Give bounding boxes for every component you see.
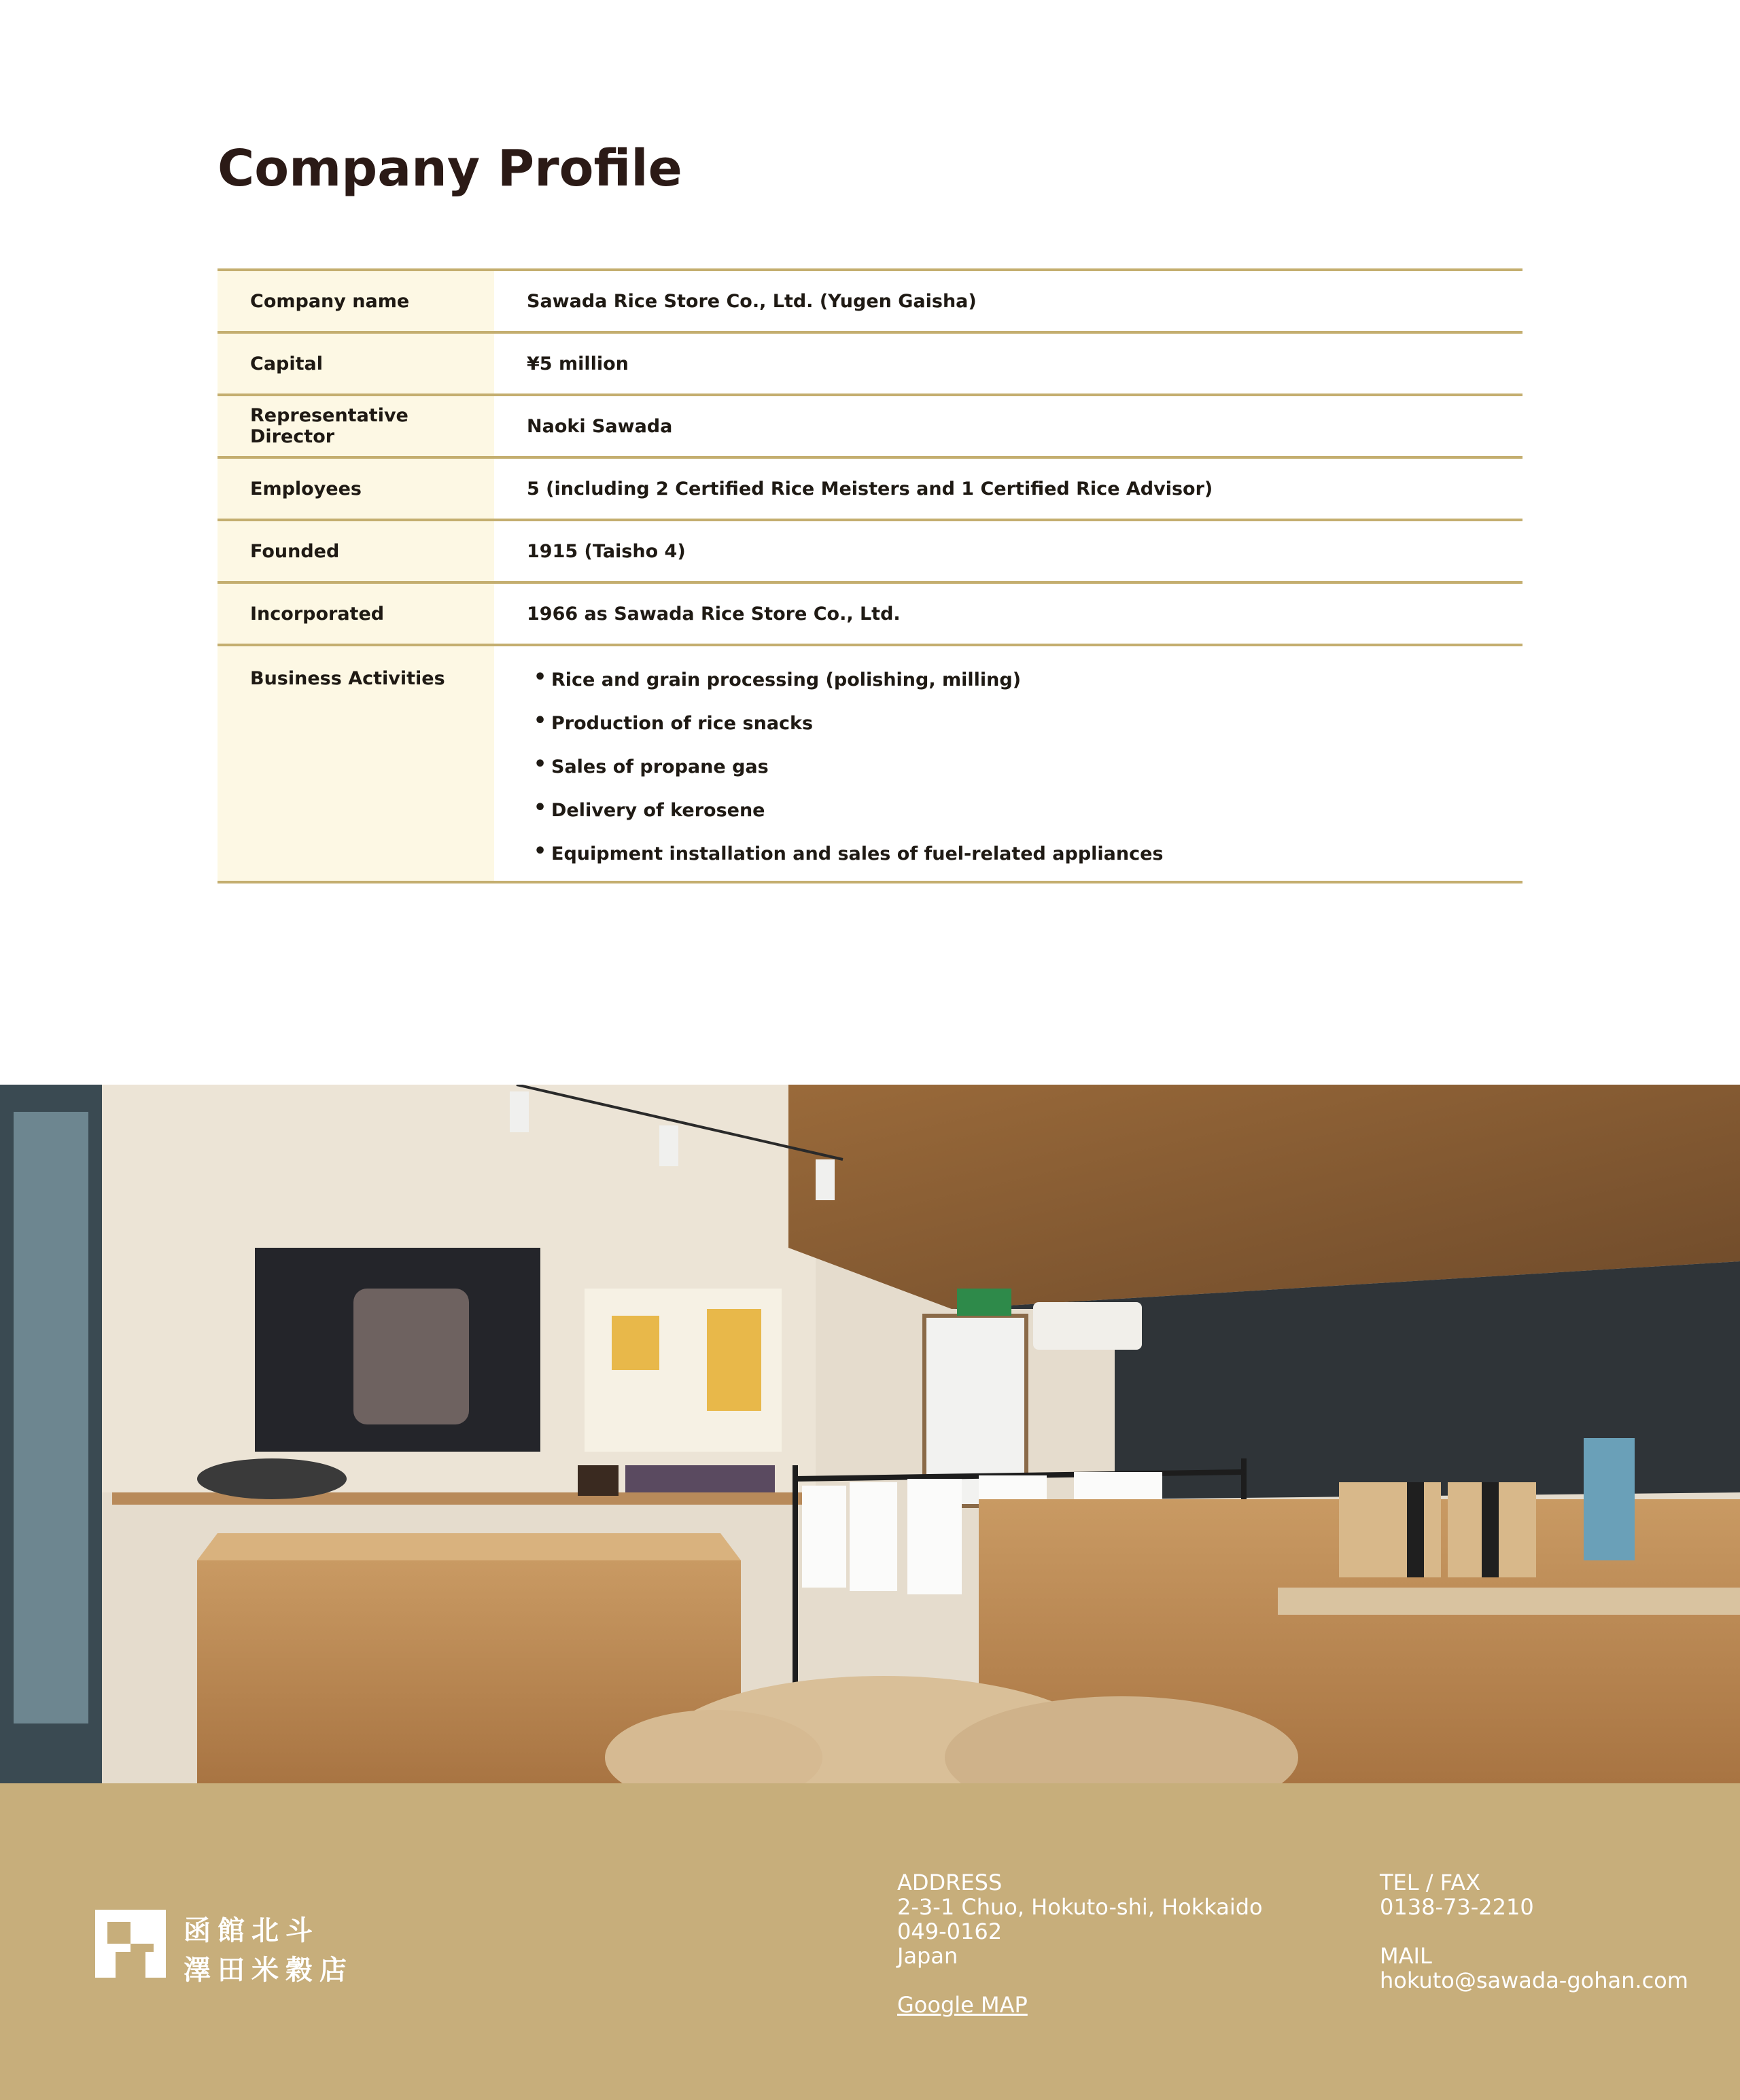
- tel-value: 0138-73-2210: [1380, 1894, 1534, 1920]
- row-value: 1966 as Sawada Rice Store Co., Ltd.: [527, 603, 901, 625]
- list-item: • Production of rice snacks: [534, 702, 1163, 746]
- address-block: [897, 1870, 1263, 2017]
- table-row: [218, 584, 1522, 646]
- store-interior-photo: [0, 1085, 1740, 1783]
- table-row-business: [218, 646, 1522, 883]
- row-value: [494, 646, 1522, 881]
- row-value: 1915 (Taisho 4): [527, 540, 686, 562]
- table-row: [218, 334, 1522, 396]
- postal-code: 049-0162: [897, 1919, 1003, 1944]
- google-map-link[interactable]: Google MAP: [897, 1992, 1028, 2018]
- row-label: Employees: [218, 459, 494, 519]
- list-item: • Rice and grain processing (polishing, milling): [534, 659, 1163, 702]
- address-heading: ADDRESS: [897, 1870, 1003, 1895]
- row-value: Sawada Rice Store Co., Ltd. (Yugen Gaisha): [527, 290, 977, 312]
- row-label: Business Activities: [218, 646, 494, 881]
- site-footer: [0, 1783, 1740, 2100]
- logo-line-2: 澤田米穀店: [184, 1954, 353, 1986]
- row-label: Capital: [218, 334, 494, 393]
- row-value: ¥5 million: [527, 353, 629, 374]
- list-item: • Delivery of kerosene: [534, 789, 1163, 833]
- table-row: [218, 459, 1522, 521]
- logo-line-1: 函館北斗: [184, 1914, 319, 1946]
- row-label: Company name: [218, 271, 494, 331]
- row-value: 5 (including 2 Certified Rice Meisters and 1 Certified Rice Advisor): [527, 478, 1213, 500]
- contact-block: [1380, 1870, 1688, 1993]
- row-label: Representative Director: [218, 396, 494, 456]
- row-label: Incorporated: [218, 584, 494, 644]
- store-logo-text: [184, 1911, 353, 1990]
- row-label: Founded: [218, 521, 494, 581]
- page-title: Company Profile: [218, 139, 682, 198]
- mail-value[interactable]: hokuto@sawada-gohan.com: [1380, 1967, 1688, 1993]
- tel-heading: TEL / FAX: [1380, 1870, 1480, 1895]
- list-item: • Sales of propane gas: [534, 746, 1163, 789]
- company-profile-table: [218, 268, 1522, 883]
- mail-heading: MAIL: [1380, 1943, 1432, 1969]
- business-list: [527, 659, 1163, 876]
- address-line: 2-3-1 Chuo, Hokuto-shi, Hokkaido: [897, 1894, 1263, 1920]
- store-logo-icon[interactable]: [95, 1910, 166, 1978]
- country: Japan: [897, 1943, 958, 1969]
- row-value: Naoki Sawada: [527, 415, 673, 437]
- store-interior-illustration: [0, 1085, 1740, 1783]
- table-row: [218, 521, 1522, 584]
- table-row: [218, 271, 1522, 334]
- table-row: [218, 396, 1522, 459]
- list-item: • Equipment installation and sales of fuel-related appliances: [534, 833, 1163, 876]
